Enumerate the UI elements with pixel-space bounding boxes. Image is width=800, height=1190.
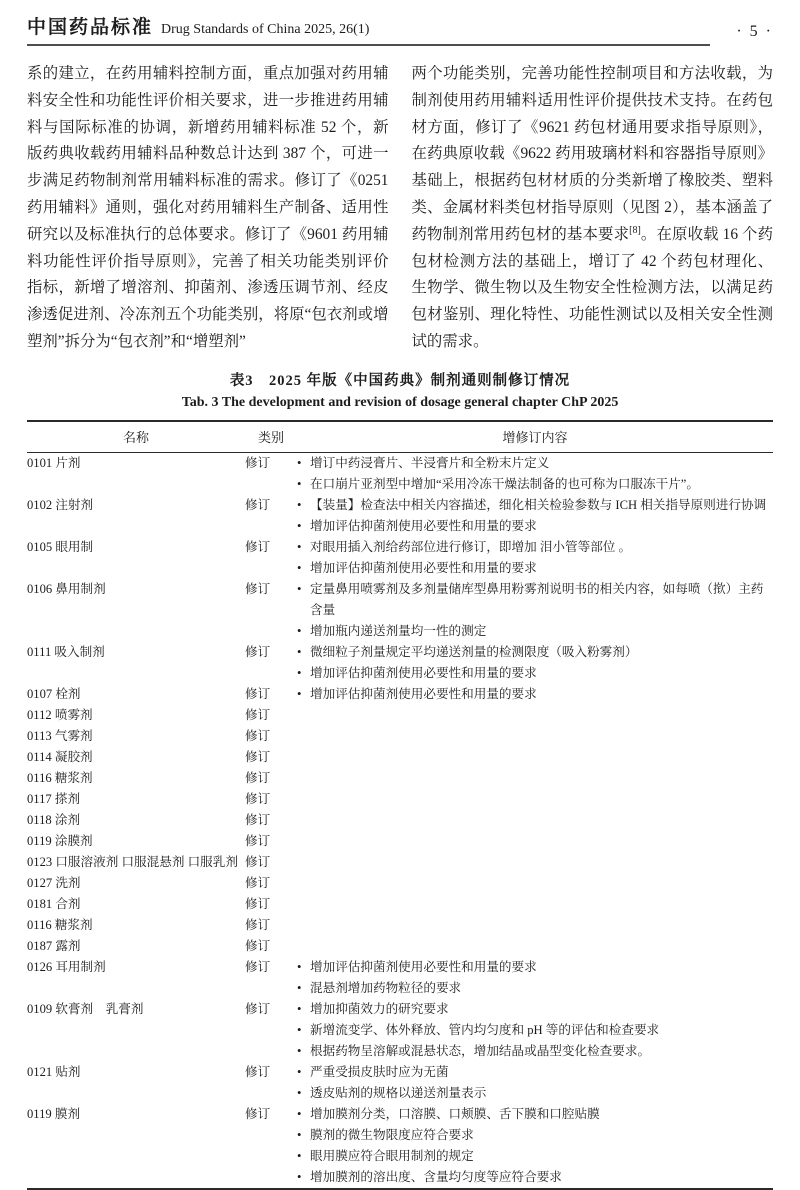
revision-item-text: 增加评估抑菌剂使用必要性和用量的要求 <box>310 959 537 974</box>
right-column-paragraph <box>412 61 774 356</box>
revision-item-text: 透皮贴剂的规格以递送剂量表示 <box>310 1085 487 1100</box>
revision-item <box>297 537 773 558</box>
row-category: 修订 <box>245 833 271 848</box>
bullet-icon: • <box>297 518 302 533</box>
revision-item-text: 增加瓶内递送剂量均一性的测定 <box>310 623 487 638</box>
page-header <box>27 12 773 46</box>
bullet-icon: • <box>297 560 302 575</box>
bullet-icon: • <box>297 1127 302 1142</box>
row-category: 修订 <box>245 686 271 701</box>
row-name: 0116 糖浆剂 <box>27 770 93 785</box>
row-contents <box>297 831 773 852</box>
table-title-cn: 表3 2025 年版《中国药典》制剂通则制修订情况 <box>229 372 571 389</box>
row-name: 0123 口服溶液剂 口服混悬剂 口服乳剂 <box>27 854 238 869</box>
table-row <box>27 957 773 999</box>
revision-item <box>297 579 773 621</box>
row-category: 修订 <box>245 938 271 953</box>
row-category: 修订 <box>245 728 271 743</box>
revision-item-text: 增加抑菌效力的研究要求 <box>310 1001 449 1016</box>
revision-item <box>297 1083 773 1104</box>
bullet-icon: • <box>297 1169 302 1184</box>
revision-item-text: 对眼用插入剂给药部位进行修订，即增加 泪小管等部位 。 <box>310 539 632 554</box>
row-name: 0121 贴剂 <box>27 1064 81 1079</box>
row-contents <box>297 873 773 894</box>
revision-table <box>27 420 773 1190</box>
table-caption <box>27 369 773 411</box>
left-column-paragraph: 系的建立，在药用辅料控制方面，重点加强对药用辅料安全性和功能性评价相关要求，进一步推进药用辅料与国际标准的协调，新增药用辅料标准 52 个，新版药典收载药用辅料品种数总计达到 387 个，可进一步满足药物制剂常用辅料标准的需求。修订了《0251 药用辅料》通则，强化对药用辅料生产制备、适用性研究以及标准执行的总体要求。修订了《9601 药用辅料功能性评价指导原则》，完善了相关功能类别评价指标，新增了增溶剂、抑菌剂、渗透压调节剂、经皮渗透促进剂、冷冻剂五个功能类别，将原“包衣剂或增塑剂”拆分为“包衣剂”和“增塑剂” <box>27 65 389 350</box>
row-name: 0101 片剂 <box>27 455 81 470</box>
row-name: 0181 合剂 <box>27 896 81 911</box>
row-name: 0111 吸入制剂 <box>27 644 105 659</box>
table-row <box>27 852 773 873</box>
table-row <box>27 999 773 1062</box>
row-name: 0119 涂膜剂 <box>27 833 93 848</box>
row-category: 修订 <box>245 644 271 659</box>
revision-item <box>297 999 773 1020</box>
row-contents <box>297 726 773 747</box>
row-category: 修订 <box>245 497 271 512</box>
table-row <box>27 705 773 726</box>
bullet-icon: • <box>297 1043 302 1058</box>
revision-item-text: 增加评估抑菌剂使用必要性和用量的要求 <box>310 686 537 701</box>
bullet-icon: • <box>297 1022 302 1037</box>
right-column-text-1: 两个功能类别，完善功能性控制项目和方法收载，为制剂使用药用辅料适用性评价提供技术支持。在药包材方面，修订了《9621 药包材通用要求指导原则》，在药典原收载《9622 药用玻璃材料和容器指导原则》基础上，根据药包材材质的分类新增了橡胶类、塑料类、金属材料类包材指导原则（见图 2），基本涵盖了药物制剂常用药包材的基本要求 <box>411 65 773 243</box>
row-category: 修订 <box>245 707 271 722</box>
revision-item-text: 膜剂的微生物限度应符合要求 <box>310 1127 474 1142</box>
row-contents <box>297 537 773 579</box>
bullet-icon: • <box>297 686 302 701</box>
journal-title <box>27 12 710 46</box>
reference-marker: [8] <box>629 224 641 236</box>
row-name: 0114 凝胶剂 <box>27 749 93 764</box>
revision-item <box>297 663 773 684</box>
revision-item-text: 增加膜剂分类，口溶膜、口颊膜、舌下膜和口腔贴膜 <box>310 1106 600 1121</box>
table-row <box>27 452 773 495</box>
revision-item-text: 新增流变学、体外释放、管内均匀度和 pH 等的评估和检查要求 <box>310 1022 660 1037</box>
row-contents <box>297 999 773 1062</box>
bullet-icon: • <box>297 539 302 554</box>
revision-item-text: 增加评估抑菌剂使用必要性和用量的要求 <box>310 518 537 533</box>
revision-item <box>297 558 773 579</box>
revision-item-text: 定量鼻用喷雾剂及多剂量储库型鼻用粉雾剂说明书的相关内容，如每喷（揿）主药含量 <box>310 581 764 617</box>
table-row <box>27 1062 773 1104</box>
table-header-row <box>27 421 773 453</box>
row-contents <box>297 642 773 684</box>
table-row <box>27 684 773 705</box>
row-contents <box>297 915 773 936</box>
table-row <box>27 537 773 579</box>
row-name: 0105 眼用制 <box>27 539 94 554</box>
row-contents <box>297 789 773 810</box>
bullet-icon: • <box>297 581 302 596</box>
table-row <box>27 726 773 747</box>
row-category: 修订 <box>245 770 271 785</box>
table-row <box>27 579 773 642</box>
bullet-icon: • <box>297 1085 302 1100</box>
table-header <box>27 421 773 453</box>
bullet-icon: • <box>297 476 302 491</box>
row-contents <box>297 705 773 726</box>
revision-item <box>297 453 773 474</box>
row-category: 修订 <box>245 455 271 470</box>
table-row <box>27 894 773 915</box>
bullet-icon: • <box>297 497 302 512</box>
table-row <box>27 810 773 831</box>
bullet-icon: • <box>297 455 302 470</box>
revision-item-text: 增加膜剂的溶出度、含量均匀度等应符合要求 <box>310 1169 562 1184</box>
row-category: 修订 <box>245 1106 271 1121</box>
revision-item <box>297 1146 773 1167</box>
revision-item-text: 微细粒子剂量规定平均递送剂量的检测限度（吸入粉雾剂） <box>310 644 638 659</box>
header-name: 名称 <box>27 421 245 453</box>
table-row <box>27 789 773 810</box>
revision-item <box>297 1020 773 1041</box>
table-row <box>27 495 773 537</box>
revision-item-text: 增加评估抑菌剂使用必要性和用量的要求 <box>310 665 537 680</box>
row-name: 0106 鼻用制剂 <box>27 581 106 596</box>
bullet-icon: • <box>297 665 302 680</box>
revision-item <box>297 684 773 705</box>
revision-item <box>297 474 773 495</box>
revision-item-text: 增加评估抑菌剂使用必要性和用量的要求 <box>310 560 537 575</box>
row-contents <box>297 810 773 831</box>
row-contents <box>297 936 773 957</box>
revision-item <box>297 1041 773 1062</box>
bullet-icon: • <box>297 959 302 974</box>
row-category: 修订 <box>245 539 271 554</box>
header-category: 类别 <box>245 421 297 453</box>
row-name: 0117 搽剂 <box>27 791 81 806</box>
row-category: 修订 <box>245 875 271 890</box>
journal-title-cn: 中国药品标准 <box>27 17 154 38</box>
row-name: 0109 软膏剂 乳膏剂 <box>27 1001 144 1016</box>
revision-item-text: 根据药物呈溶解或混悬状态，增加结晶或晶型变化检查要求。 <box>310 1043 651 1058</box>
row-name: 0119 膜剂 <box>27 1106 81 1121</box>
row-category: 修订 <box>245 791 271 806</box>
bullet-icon: • <box>297 623 302 638</box>
row-contents <box>297 1104 773 1189</box>
table-row <box>27 831 773 852</box>
row-contents <box>297 1062 773 1104</box>
revision-item <box>297 1104 773 1125</box>
row-name: 0116 糖浆剂 <box>27 917 93 932</box>
bullet-icon: • <box>297 644 302 659</box>
row-contents <box>297 894 773 915</box>
row-name: 0102 注射剂 <box>27 497 94 512</box>
header-content: 增修订内容 <box>297 421 773 453</box>
bullet-icon: • <box>297 980 302 995</box>
bullet-icon: • <box>297 1148 302 1163</box>
table-row <box>27 768 773 789</box>
revision-item <box>297 1167 773 1188</box>
revision-item <box>297 642 773 663</box>
bullet-icon: • <box>297 1064 302 1079</box>
row-contents <box>297 452 773 495</box>
revision-item <box>297 621 773 642</box>
row-category: 修订 <box>245 1064 271 1079</box>
row-contents <box>297 747 773 768</box>
right-column-text-2: 。在原收载 16 个药包材检测方法的基础上，增订了 42 个药包材理化、生物学、微生物以及生物安全性检测方法，以满足药包材鉴别、理化特性、功能性测试以及相关安全性测试的需求。 <box>411 225 773 350</box>
row-name: 0126 耳用制剂 <box>27 959 106 974</box>
row-contents <box>297 957 773 999</box>
body-columns <box>27 61 773 356</box>
row-contents <box>297 768 773 789</box>
row-category: 修订 <box>245 1001 271 1016</box>
revision-item-text: 混悬剂增加药物粒径的要求 <box>310 980 462 995</box>
row-contents <box>297 852 773 873</box>
bullet-icon: • <box>297 1106 302 1121</box>
revision-item <box>297 978 773 999</box>
row-name: 0112 喷雾剂 <box>27 707 93 722</box>
table-row <box>27 873 773 894</box>
row-name: 0187 露剂 <box>27 938 81 953</box>
row-category: 修订 <box>245 959 271 974</box>
revision-item <box>297 495 773 516</box>
revision-item-text: 眼用膜应符合眼用制剂的规定 <box>310 1148 474 1163</box>
row-contents <box>297 684 773 705</box>
table-row <box>27 642 773 684</box>
page-number: · 5 · <box>736 23 773 40</box>
row-contents <box>297 495 773 537</box>
revision-item-text: 在口崩片亚剂型中增加“采用冷冻干燥法制备的也可称为口服冻干片”。 <box>310 476 699 491</box>
row-name: 0113 气雾剂 <box>27 728 93 743</box>
table-row <box>27 747 773 768</box>
revision-item <box>297 516 773 537</box>
table-row <box>27 915 773 936</box>
table-row <box>27 936 773 957</box>
revision-item <box>297 957 773 978</box>
row-category: 修订 <box>245 854 271 869</box>
row-category: 修订 <box>245 812 271 827</box>
row-contents <box>297 579 773 642</box>
revision-item <box>297 1062 773 1083</box>
row-name: 0107 栓剂 <box>27 686 81 701</box>
bullet-icon: • <box>297 1001 302 1016</box>
table-body <box>27 452 773 1189</box>
table-row <box>27 1104 773 1189</box>
row-category: 修订 <box>245 581 271 596</box>
revision-item-text: 增订中药浸膏片、半浸膏片和全粉末片定义 <box>310 455 550 470</box>
journal-title-en: Drug Standards of China 2025, 26(1) <box>161 22 370 37</box>
row-name: 0118 涂剂 <box>27 812 81 827</box>
row-category: 修订 <box>245 917 271 932</box>
table-title-en: Tab. 3 The development and revision of dosage general chapter ChP 2025 <box>181 394 619 410</box>
row-category: 修订 <box>245 749 271 764</box>
revision-item-text: 严重受损皮肤时应为无菌 <box>310 1064 449 1079</box>
row-category: 修订 <box>245 896 271 911</box>
revision-item-text: 【装量】检查法中相关内容描述，细化相关检验参数与 ICH 相关指导原则进行协调 <box>310 497 767 512</box>
row-name: 0127 洗剂 <box>27 875 81 890</box>
